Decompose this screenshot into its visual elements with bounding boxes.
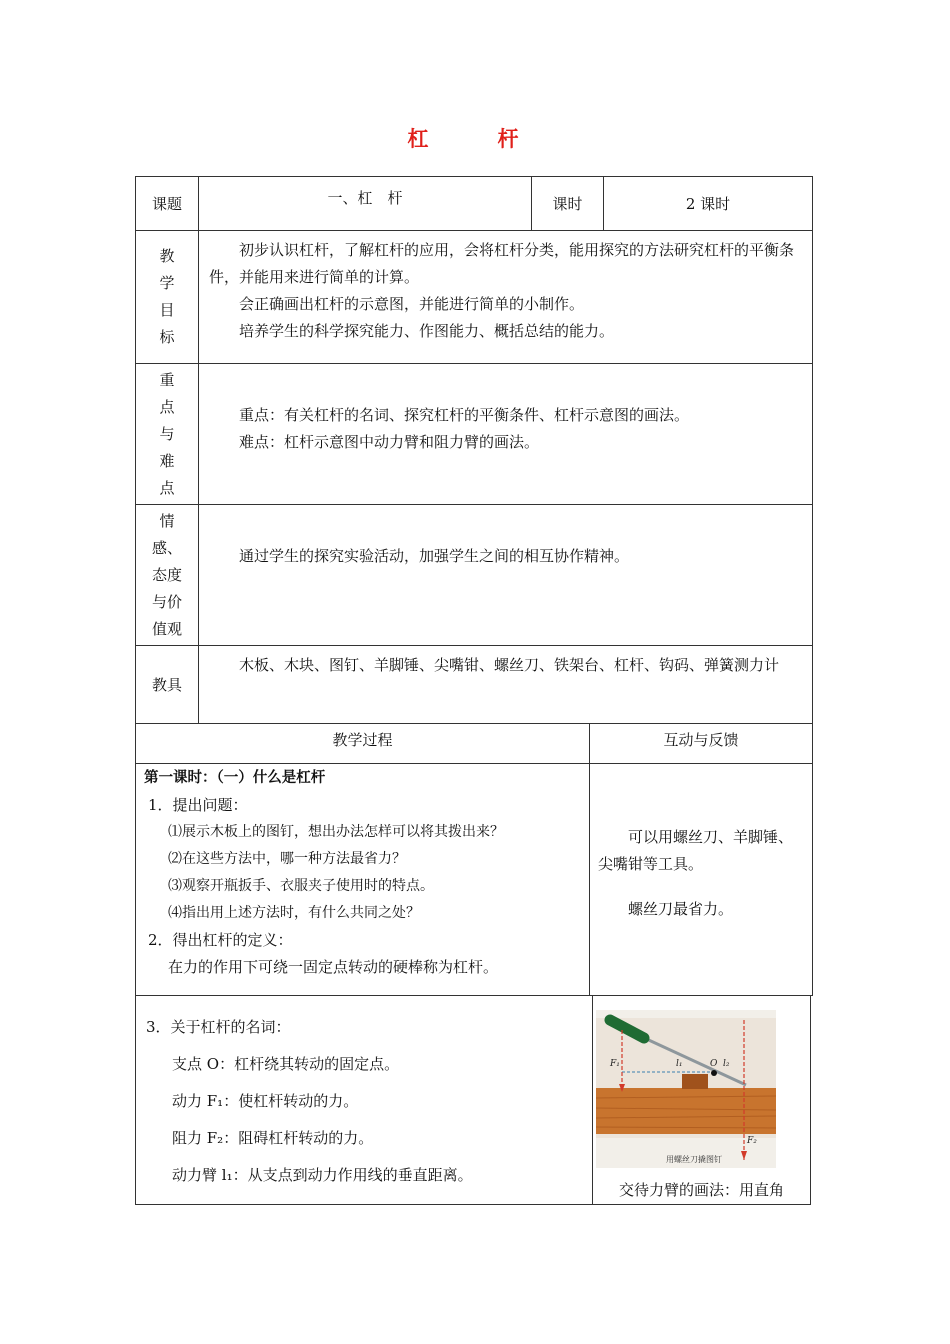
terms-content-cell: [135, 995, 593, 1205]
terms-feedback: 交待力臂的画法：用直角: [619, 1181, 785, 1199]
label-f2: F₂: [747, 1136, 757, 1146]
attitude-label-line: 感、: [151, 538, 182, 557]
term-item: 动力臂 l₁：从支点到动力作用线的垂直距离。: [172, 1166, 473, 1184]
label-o: O: [710, 1059, 718, 1069]
objectives-label-char: 目: [159, 301, 175, 319]
process-header-right-text: 互动与反馈: [663, 731, 739, 749]
objective-line: 初步认识杠杆，了解杠杆的应用，会将杠杆分类，能用探究的方法研究杠杆的平衡条件，并能用来进行简单的计算。: [209, 241, 795, 286]
lesson1-feedback-cell: [589, 763, 813, 996]
topic-label: 课题: [151, 195, 182, 213]
attitude-label-line: 值观: [151, 619, 182, 638]
term-item: 阻力 F₂：阻碍杠杆转动的力。: [172, 1129, 374, 1147]
process-header-left-text: 教学过程: [332, 731, 393, 749]
keypoints-content-cell: [198, 363, 813, 505]
keypoints-label-char: 与: [159, 424, 175, 443]
figure-caption: 用螺丝刀撬图钉: [666, 1155, 722, 1164]
feedback-line: 螺丝刀最省力。: [628, 900, 734, 918]
process-header-right: [589, 723, 813, 764]
wood-block: [682, 1074, 708, 1089]
screwdriver-lever-figure: [596, 1010, 776, 1168]
keypoints-label-char: 点: [159, 478, 175, 497]
label-l2: l₂: [723, 1059, 730, 1069]
attitude-label-line: 情: [159, 511, 175, 530]
terms-title: 3．关于杠杆的名词：: [146, 1018, 291, 1036]
attitude-label-line: 态度: [151, 565, 182, 584]
lesson1-heading-wrap: [144, 764, 583, 792]
term-item: 支点 O：杠杆绕其转动的固定点。: [172, 1055, 400, 1073]
tools-line: 木板、木块、图钉、羊脚锤、尖嘴钳、螺丝刀、铁架台、杠杆、钩码、弹簧测力计: [239, 656, 780, 674]
question-item: ⑵在这些方法中，哪一种方法最省力？: [168, 851, 406, 867]
process-header-left: [135, 723, 590, 764]
objectives-label-char: 教: [159, 247, 175, 265]
objectives-content-cell: [198, 230, 813, 364]
hours-value-cell: [603, 176, 813, 231]
definition-text: 在力的作用下可绕一固定点转动的硬棒称为杠杆。: [168, 958, 499, 976]
questions-title: 1．提出问题：: [148, 796, 248, 814]
definition-title: 2．得出杠杆的定义：: [148, 931, 293, 949]
keypoint-line: 难点：杠杆示意图中动力臂和阻力臂的画法。: [239, 433, 540, 451]
topic-value-cell: [198, 176, 532, 231]
objectives-label-char: 标: [159, 328, 175, 346]
keypoints-label-char: 难: [159, 451, 175, 470]
question-item: ⑷指出用上述方法时，有什么共同之处？: [168, 905, 420, 921]
hours-value: 2 课时: [685, 195, 731, 213]
tools-content-cell: [198, 645, 813, 724]
lesson1-content-cell: [135, 763, 590, 996]
lesson1-heading: 第一课时：（一）什么是杠杆: [144, 770, 326, 786]
fulcrum-point: [711, 1070, 717, 1076]
page-title: 杠 杆: [407, 127, 543, 151]
keypoint-line: 重点：有关杠杆的名词、探究杠杆的平衡条件、杠杆示意图的画法。: [239, 406, 690, 424]
tools-label-cell: [135, 645, 199, 724]
tools-label: 教具: [151, 676, 182, 694]
objectives-label-cell: [135, 230, 199, 364]
label-f1: F₁: [610, 1059, 620, 1069]
attitude-label-line: 与价: [151, 592, 182, 611]
objective-line: 培养学生的科学探究能力、作图能力、概括总结的能力。: [239, 322, 615, 340]
keypoints-label-cell: [135, 363, 199, 505]
hours-label-cell: [531, 176, 604, 231]
attitude-content-cell: [198, 504, 813, 646]
objective-line: 会正确画出杠杆的示意图，并能进行简单的小制作。: [239, 295, 585, 313]
question-item: ⑴展示木板上的图钉，想出办法怎样可以将其拨出来？: [168, 824, 504, 840]
label-l1: l₁: [676, 1059, 683, 1069]
keypoints-label-char: 点: [159, 397, 175, 416]
feedback-line: 可以用螺丝刀、羊脚锤、尖嘴钳等工具。: [598, 828, 794, 873]
attitude-line: 通过学生的探究实验活动，加强学生之间的相互协作精神。: [239, 547, 630, 565]
topic-value: 一、杠 杆: [327, 189, 403, 207]
keypoints-label-char: 重: [159, 370, 175, 389]
objectives-label-char: 学: [159, 274, 175, 292]
question-item: ⑶观察开瓶扳手、衣服夹子使用时的特点。: [168, 878, 434, 894]
topic-label-cell: [135, 176, 199, 231]
attitude-label-cell: [135, 504, 199, 646]
hours-label: 课时: [552, 195, 583, 213]
term-item: 动力 F₁：使杠杆转动的力。: [172, 1092, 359, 1110]
